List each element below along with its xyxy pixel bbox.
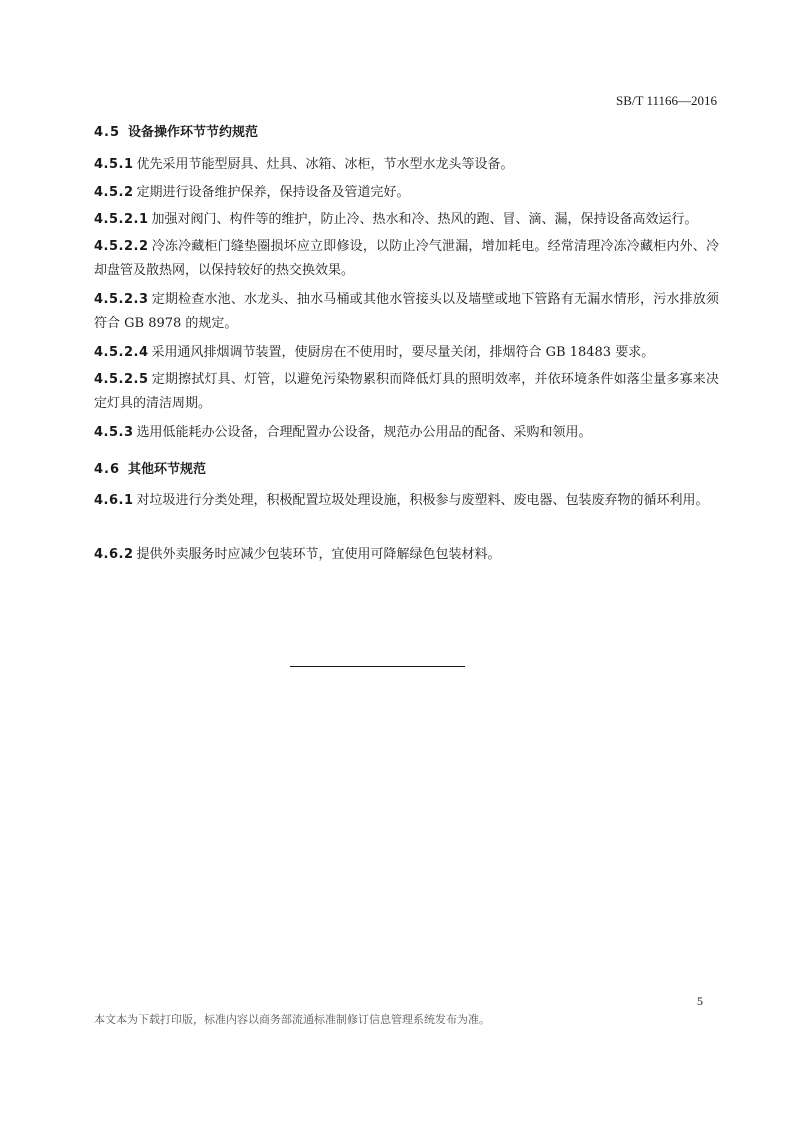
end-of-text-rule: [290, 666, 465, 667]
clause-number: 4.5.3: [94, 425, 134, 440]
clause-number: 4.5.1: [94, 157, 134, 172]
clause: [94, 288, 719, 336]
clause-number: 4.5.2.4: [94, 345, 149, 360]
clause-number: 4.5.2.2: [94, 239, 149, 254]
clause: [94, 208, 719, 232]
clause-number: 4.6.2: [94, 547, 134, 562]
clause: [94, 489, 719, 513]
clause-text: 优先采用节能型厨具、灶具、冰箱、冰柜，节水型水龙头等设备。: [136, 157, 514, 172]
clause-text: 提供外卖服务时应减少包装环节，宜使用可降解绿色包装材料。: [136, 547, 501, 562]
section-heading: [94, 458, 206, 477]
clause: [94, 543, 719, 567]
section-number: 4.6: [94, 462, 121, 477]
clause-text: 加强对阀门、构件等的维护，防止冷、热水和冷、热风的跑、冒、滴、漏，保持设备高效运行。: [151, 212, 698, 227]
clause: [94, 235, 719, 283]
section-number: 4.5: [94, 125, 121, 140]
section-title: 设备操作环节节约规范: [128, 125, 259, 140]
section-title: 其他环节规范: [128, 462, 207, 477]
clause: [94, 181, 719, 205]
clause-number: 4.5.2.5: [94, 372, 149, 387]
clause-text: 采用通风排烟调节装置，使厨房在不使用时，要尽量关闭，排烟符合 GB 18483 要求。: [151, 345, 655, 360]
clause-number: 4.5.2: [94, 185, 134, 200]
clause: [94, 368, 719, 416]
clause-number: 4.5.2.3: [94, 292, 149, 307]
footer-note: 本文本为下载打印版，标准内容以商务部流通标准制修订信息管理系统发布为准。: [94, 1013, 490, 1026]
document-code: SB/T 11166—2016: [615, 93, 717, 108]
clause-number: 4.6.1: [94, 493, 134, 508]
clause-text: 对垃圾进行分类处理，积极配置垃圾处理设施，积极参与废塑料、废电器、包装废弃物的循环利用。: [136, 493, 709, 508]
clause-text: 定期进行设备维护保养，保持设备及管道完好。: [136, 185, 410, 200]
clause-text: 定期擦拭灯具、灯管，以避免污染物累积而降低灯具的照明效率，并依环境条件如落尘量多寡来决定灯具的清洁周期。: [94, 372, 719, 411]
clause-text: 定期检查水池、水龙头、抽水马桶或其他水管接头以及墙壁或地下管路有无漏水情形，污水排放须符合 GB 8978 的规定。: [94, 292, 719, 331]
section-heading: [94, 121, 258, 140]
clause-text: 冷冻冷藏柜门缝垫圈损坏应立即修设，以防止冷气泄漏，增加耗电。经常清理冷冻冷藏柜内外、冷却盘管及散热网，以保持较好的热交换效果。: [94, 239, 719, 278]
clause: [94, 421, 719, 445]
clause-text: 选用低能耗办公设备，合理配置办公设备，规范办公用品的配备、采购和领用。: [136, 425, 592, 440]
page-number: 5: [697, 994, 703, 1008]
clause-number: 4.5.2.1: [94, 212, 149, 227]
clause: [94, 341, 719, 365]
clause: [94, 153, 719, 177]
